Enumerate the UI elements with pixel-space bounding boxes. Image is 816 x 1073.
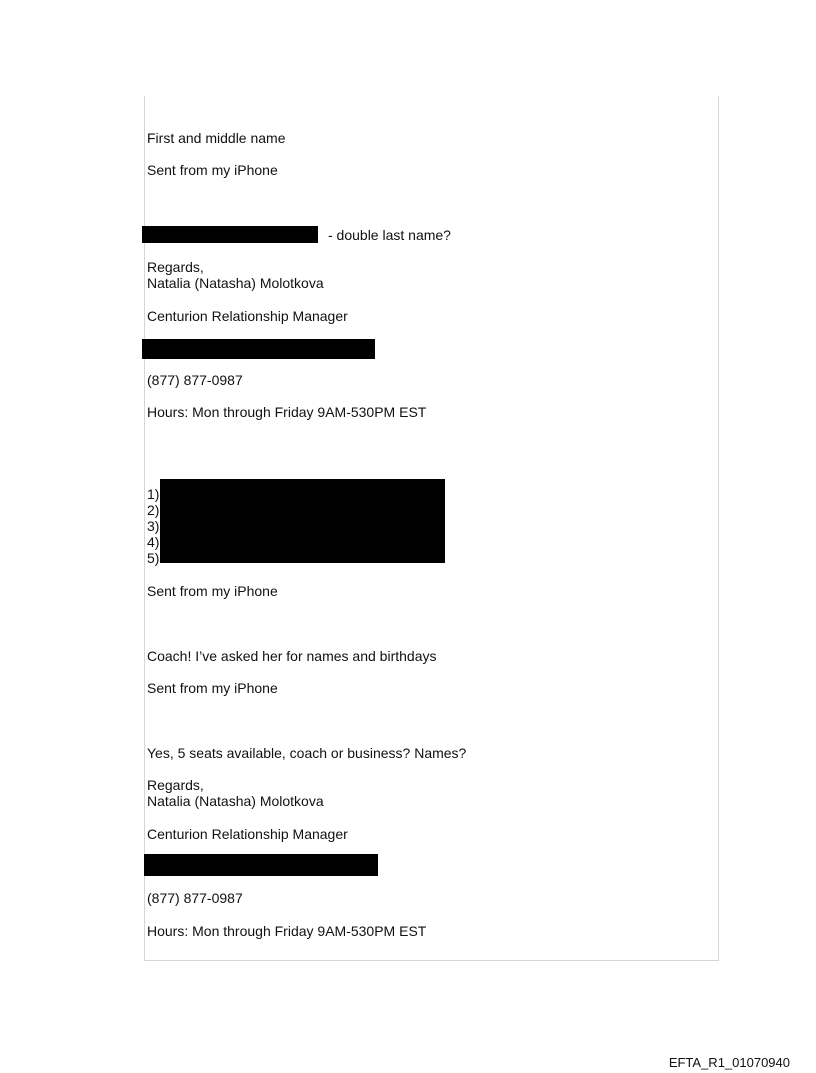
- sent-from-iphone-3: Sent from my iPhone: [147, 680, 278, 696]
- signer-name-2: Natalia (Natasha) Molotkova: [147, 793, 324, 809]
- first-middle-name-line: First and middle name: [147, 130, 286, 146]
- list-item: 4): [147, 534, 160, 550]
- regards-1: Regards,: [147, 259, 204, 275]
- list-item: 3): [147, 518, 160, 534]
- hours-1: Hours: Mon through Friday 9AM-530PM EST: [147, 404, 427, 420]
- list-item: 5): [147, 550, 160, 566]
- numbered-list: [147, 486, 159, 566]
- document-id: EFTA_R1_01070940: [668, 1055, 790, 1070]
- hours-2: Hours: Mon through Friday 9AM-530PM EST: [147, 923, 427, 939]
- redaction-block-contact-2: [144, 854, 378, 876]
- signer-name-1: Natalia (Natasha) Molotkova: [147, 275, 324, 291]
- list-item: 1): [147, 486, 160, 502]
- double-last-name-question: - double last name?: [328, 227, 451, 243]
- redaction-block-contact-1: [142, 339, 375, 359]
- sent-from-iphone-2: Sent from my iPhone: [147, 583, 278, 599]
- phone-2: (877) 877-0987: [147, 890, 243, 906]
- regards-2: Regards,: [147, 777, 204, 793]
- seats-message: Yes, 5 seats available, coach or business? Names?: [147, 745, 467, 761]
- redaction-block-list: [160, 479, 445, 563]
- coach-message: Coach! I’ve asked her for names and birthdays: [147, 648, 437, 664]
- signer-title-2: Centurion Relationship Manager: [147, 826, 348, 842]
- redaction-block-name: [142, 226, 318, 243]
- phone-1: (877) 877-0987: [147, 372, 243, 388]
- sent-from-iphone-1: Sent from my iPhone: [147, 162, 278, 178]
- signer-title-1: Centurion Relationship Manager: [147, 308, 348, 324]
- list-item: 2): [147, 502, 160, 518]
